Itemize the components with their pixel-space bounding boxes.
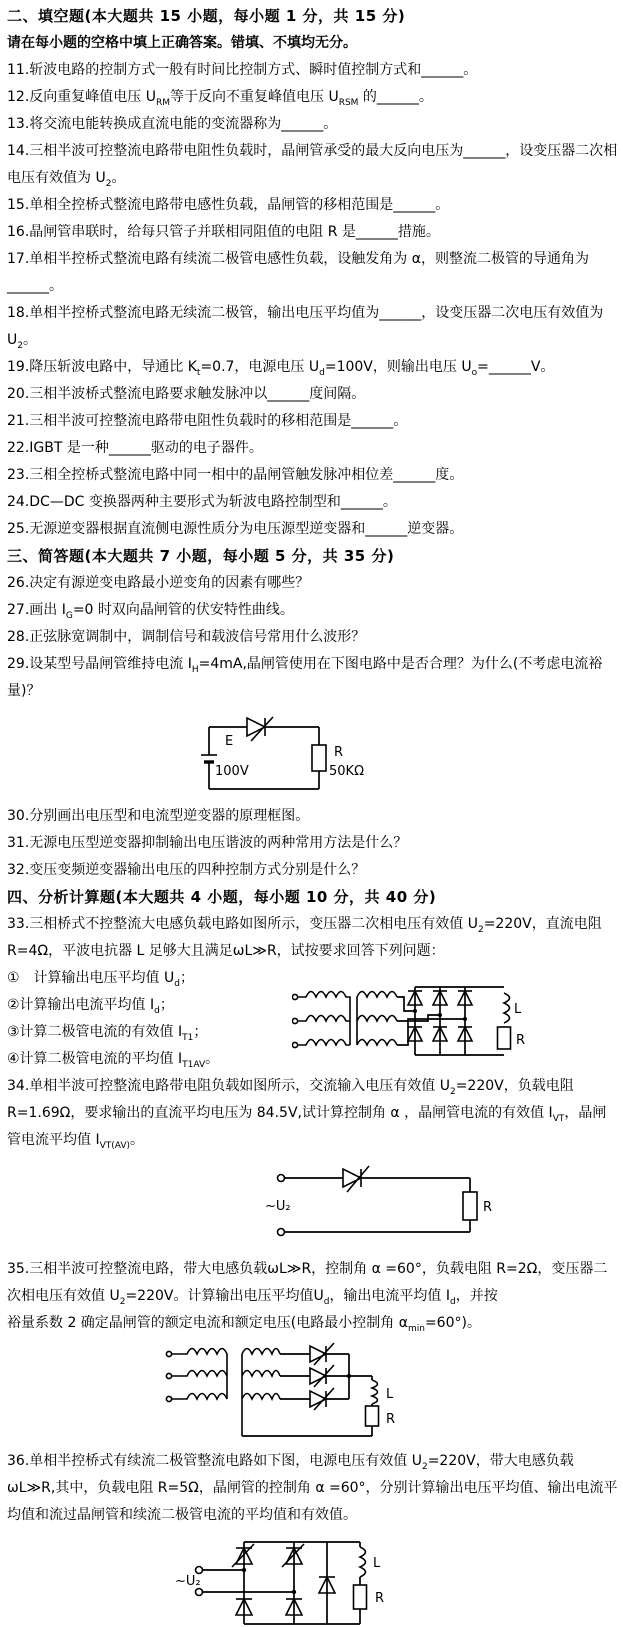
terminal-icon [166,1373,171,1378]
terminal-icon [166,1351,171,1356]
resistor-label: R [334,745,344,760]
resistor-icon [354,1585,367,1609]
q35-circuit-diagram [160,1342,460,1442]
junction-dot [292,1590,296,1594]
question-27: 27.画出 $I_G=0$ 时双向晶闸管的伏安特性曲线。 [7,602,294,621]
terminal-icon [196,1589,203,1596]
resistor-icon [366,1406,379,1426]
q29-circuit-diagram [201,715,371,795]
question-29: 29.设某型号晶闸管维持电流 $I_H=4mA$,晶闸管使用在下图电路中是否合理？为什么(不考虑电流裕量)？ [7,656,603,699]
question-11: 11.斩波电路的控制方式一般有时间比控制方式、瞬时值控制方式和______。 [7,62,478,78]
resistor-icon [312,745,326,771]
ac-source-label: ~U₂ [265,1199,291,1214]
question-33-sub-2: ②计算输出电流平均值 $I_d$； [7,997,174,1016]
terminal-icon [292,1042,297,1047]
section-calculation-title: 四、分析计算题(本大题共 4 小题，每小题 10 分，共 40 分) [7,888,437,906]
section-fill-blank-title: 二、填空题(本大题共 15 小题，每小题 1 分，共 15 分) [7,7,406,25]
terminal-icon [292,994,297,999]
junction-dot [347,1374,351,1378]
question-14: 14.三相半波可控整流电路带电阻性负载时，晶闸管承受的最大反向电压为______，设变压器二次相电压有效值为 $U_2$。 [7,143,618,189]
q33-circuit-diagram [292,975,532,1070]
thyristor-icon [343,1166,369,1192]
ac-source-label: ~U₂ [175,1574,201,1589]
section-short-answer-title: 三、简答题(本大题共 7 小题，每小题 5 分，共 35 分) [7,547,395,565]
question-15: 15.单相全控桥式整流电路带电感性负载，晶闸管的移相范围是______。 [7,197,450,213]
inductor-label: L [386,1387,394,1402]
transformer-primary-winding-icon [292,992,350,1048]
junction-dot [438,1013,442,1017]
question-34: 34.单相半波可控整流电路带电阻负载如图所示，交流输入电压有效值 $U_2=220V$，负载电阻 R=1.69Ω，要求输出的直流平均电压为 84.5V,试计算控制角 α ，晶闸管电流的有效值 $I_{VT}$，晶闸管电流平均值 $I_{VT(AV)}$。 [7,1078,607,1151]
question-22: 22.IGBT 是一种______驱动的电子器件。 [7,440,263,456]
question-26: 26.决定有源逆变电路最小逆变角的因素有哪些？ [7,575,310,591]
transformer-primary-winding-icon [166,1349,227,1402]
question-31: 31.无源电压型逆变器抑制输出电压谐波的两种常用方法是什么？ [7,835,408,851]
question-33-sub-1: ① 计算输出电压平均值 $U_d$； [7,970,194,989]
thyristor-icon [247,717,273,741]
question-21: 21.三相半波可控整流电路带电阻性负载时的移相范围是______。 [7,413,408,429]
junction-dot [242,1568,246,1572]
junction-dot [413,1009,417,1013]
inductor-label: L [514,1002,522,1017]
question-23: 23.三相全控桥式整流电路中同一相中的晶闸管触发脉冲相位差______度。 [7,467,464,483]
resistor-label: R [483,1200,493,1215]
inductor-icon [372,1380,378,1404]
resistor-icon [498,1027,511,1049]
question-30: 30.分别画出电压型和电流型逆变器的原理框图。 [7,808,310,824]
inductor-label: L [373,1556,381,1571]
question-20: 20.三相半波桥式整流电路要求触发脉冲以______度间隔。 [7,386,366,402]
battery-icon [201,755,217,762]
question-13: 13.将交流电能转换成直流电能的变流器称为______。 [7,116,338,132]
question-33-subquestions [7,965,292,1073]
terminal-icon [166,1396,171,1401]
q36-circuit-diagram [175,1535,405,1627]
diode-icon [236,1577,335,1615]
junction-dot [463,1017,467,1021]
transformer-secondary-winding-icon [357,992,397,1046]
question-16: 16.晶闸管串联时，给每只管子并联相同阻值的电阻 R 是______措施。 [7,224,440,240]
question-28: 28.正弦脉宽调制中，调制信号和载波信号常用什么波形？ [7,629,366,645]
thyristor-icon [232,1544,304,1567]
question-32: 32.变压变频逆变器输出电压的四种控制方式分别是什么？ [7,862,366,878]
question-33: 33.三相桥式不控整流大电感负载电路如图所示，变压器二次相电压有效值 $U_2=220V$，直流电阻 R=4Ω，平波电抗器 L 足够大且满足ωL≫R，试按要求回答下列问题： [7,916,602,959]
resistor-value: 50KΩ [329,764,365,779]
terminal-icon [278,1229,285,1236]
question-35: 35.三相半波可控整流电路，带大电感负载ωL≫R，控制角 α =60°，负载电阻 R=2Ω，变压器二次相电压有效值 $U_2=220V$。计算输出电压平均值$U_d$，输出电流平均值 $I_d$，并按 裕量系数 2 确定晶闸管的额定电流和额定电压(电路最小控制角 $\alpha_{min}=60^\circ$)。 [7,1261,608,1334]
battery-label: E [225,734,234,749]
terminal-icon [278,1175,285,1182]
question-18: 18.单相半控桥式整流电路无续流二极管，输出电压平均值为______，设变压器二次电压有效值为 $U_2$。 [7,305,604,351]
question-33-sub-3: ③计算二极管电流的有效值 $I_{T1}$； [7,1024,208,1043]
battery-value: 100V [215,764,249,779]
question-33-sub-4: ④计算二极管电流的平均值 $I_{T1AV}$。 [7,1051,220,1070]
inductor-icon [504,993,510,1023]
question-24: 24.DC—DC 变换器两种主要形式为斩波电路控制型和______。 [7,494,397,510]
inductor-icon [360,1547,366,1577]
question-12: 12.反向重复峰值电压 $U_{RM}$等于反向不重复峰值电压 $U_{RSM}$ 的______。 [7,89,433,108]
question-36: 36.单相半控桥式有续流二极管整流电路如下图，电源电压有效值 $U_2=220V$，带大电感负载ωL≫R,其中，负载电阻 R=5Ω，晶闸管的控制角 α =60°，分别计算输出电压平均值、输出电流平均值和流过晶闸管和续流二极管电流的平均值和有效值。 [7,1453,618,1523]
transformer-secondary-winding-icon [242,1349,280,1437]
terminal-icon [292,1018,297,1023]
terminal-icon [196,1567,203,1574]
question-33-body [7,965,619,1073]
fill-blank-instruction: 请在每小题的空格中填上正确答案。错填、不填均无分。 [7,35,357,51]
question-17: 17.单相半控桥式整流电路有续流二极管电感性负载，设触发角为 α，则整流二极管的导通角为______。 [7,251,589,294]
q34-circuit-diagram [265,1162,515,1252]
resistor-label: R [516,1033,526,1048]
question-19: 19.降压斩波电路中，导通比 $K_t=0.7$，电源电压 $U_d=100V$，则输出电压 $U_o=\_\_\_\_\_\_V$。 [7,359,555,378]
resistor-label: R [375,1591,385,1606]
question-25: 25.无源逆变器根据直流侧电源性质分为电压源型逆变器和______逆变器。 [7,521,464,537]
resistor-label: R [386,1412,396,1427]
resistor-icon [463,1192,477,1220]
